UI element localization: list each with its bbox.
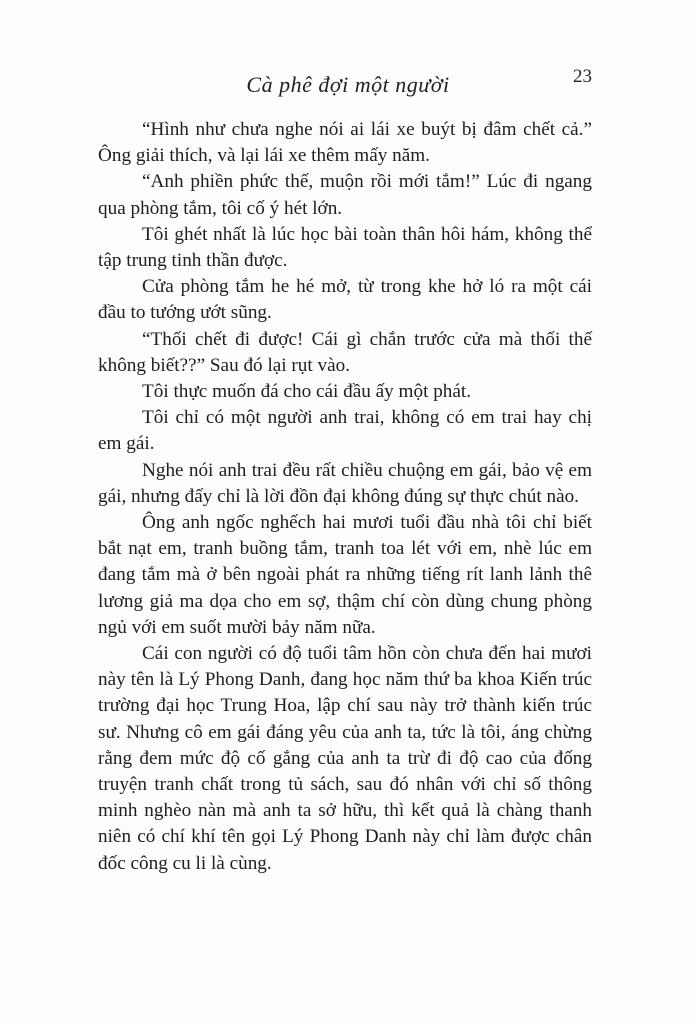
paragraph: Tôi chỉ có một người anh trai, không có em trai hay chị em gái. [98,407,592,455]
paragraph: “Thối chết đi được! Cái gì chắn trước cửa mà thối thế không biết??” Sau đó lại rụt vào. [98,328,592,376]
paragraph: “Anh phiền phức thế, muộn rồi mới tắm!” Lúc đi ngang qua phòng tắm, tôi cố ý hét lớn. [98,171,592,219]
body-text [98,117,592,877]
paragraph: Ông anh ngốc nghếch hai mươi tuổi đầu nhà tôi chỉ biết bắt nạt em, tranh buồng tắm, tranh toa lét với em, nhè lúc em đang tắm mà ở bên ngoài phát ra những tiếng rít lanh lảnh thê lương giả ma dọa cho em sợ, thậm chí còn dùng chung phòng ngủ với em suốt mười bảy năm nữa. [98,512,592,638]
paragraph: Tôi ghét nhất là lúc học bài toàn thân hôi hám, không thể tập trung tinh thần được. [98,223,592,272]
paragraph: Nghe nói anh trai đều rất chiều chuộng em gái, bảo vệ em gái, nhưng đấy chỉ là lời đồn đại không đúng sự thực chút nào. [98,459,592,507]
book-title: Cà phê đợi một người [246,72,450,97]
running-header [0,66,696,106]
paragraph: “Hình như chưa nghe nói ai lái xe buýt bị đâm chết cả.” Ông giải thích, và lại lái xe thêm mấy năm. [98,119,592,167]
paragraph: Tôi thực muốn đá cho cái đầu ấy một phát. [142,381,472,403]
paragraph: Cửa phòng tắm he hé mở, từ trong khe hở ló ra một cái đầu to tướng ướt sũng. [98,276,592,324]
paragraph: Cái con người có độ tuổi tâm hồn còn chưa đến hai mươi này tên là Lý Phong Danh, đang học năm thứ ba khoa Kiến trúc trường đại học Trung Hoa, lập chí sau này trở thành kiến trúc sư. Nhưng cô em gái đáng yêu của anh ta, tức là tôi, áng chừng rằng đem mức độ cố gắng của anh ta trừ đi độ cao của đống truyện tranh chất trong tủ sách, sau đó nhân với chỉ số thông minh nghèo nàn mà anh ta sở hữu, thì kết quả là chàng thanh niên có chí khí tên gọi Lý Phong Danh này chỉ làm được chân đốc công cu li là cùng. [98,643,592,874]
page-number: 23 [573,66,592,87]
